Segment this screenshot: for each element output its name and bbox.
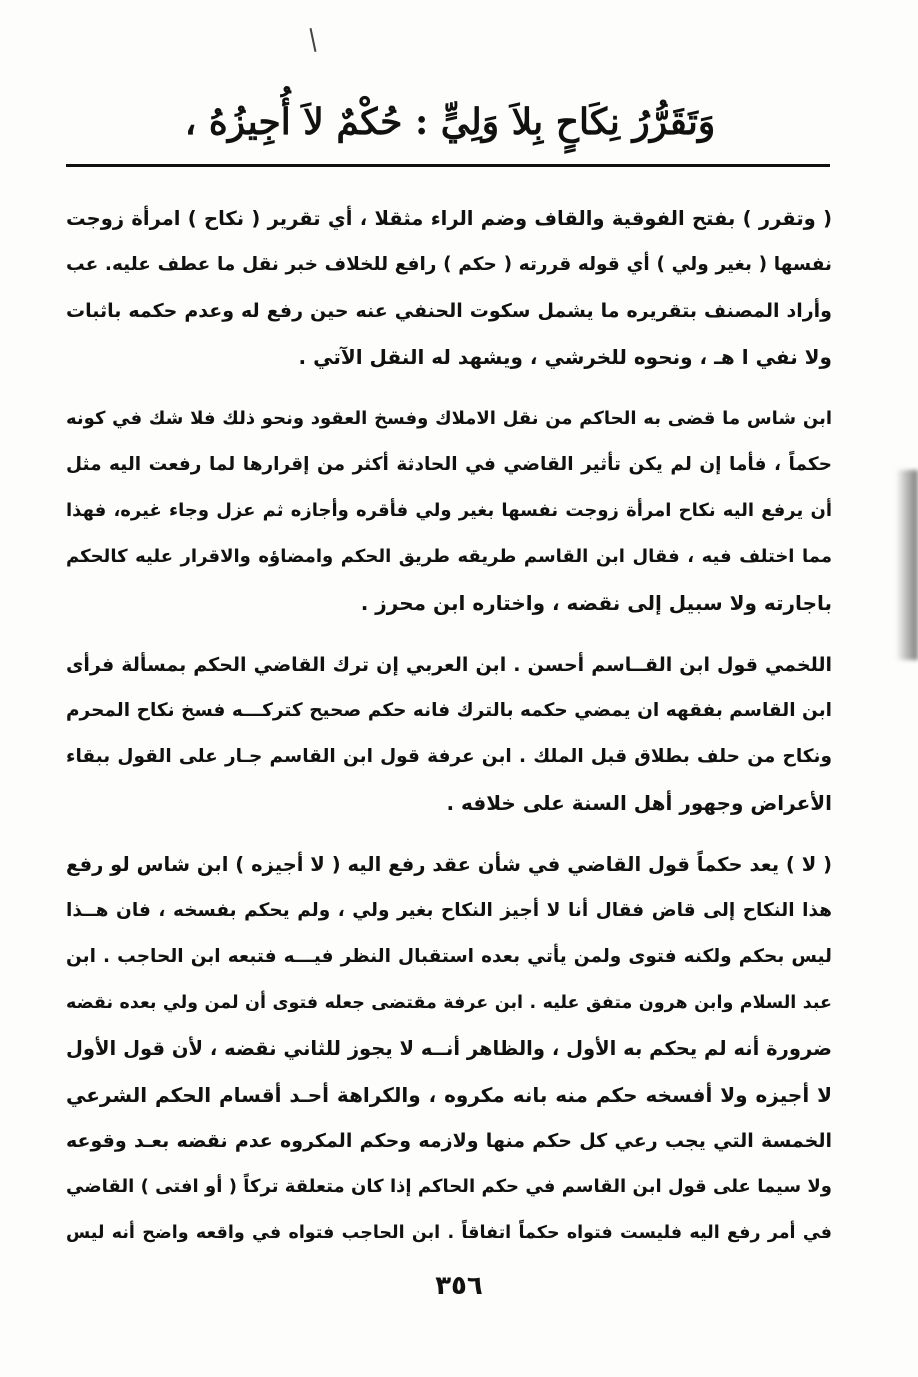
page-number: ٣٥٦	[435, 1271, 483, 1301]
text-line: ( وتقرر ) بفتح الفوقية والقاف وضم الراء مثقلا ، أي تقرير ( نكاح ) امرأة زوجت	[66, 207, 832, 230]
text-line: ونكاح من حلف بطلاق قبل الملك . ابن عرفة قول ابن القاسم جـار على القول ببقاء	[66, 746, 832, 767]
text-line: عبد السلام وابن هرون متفق عليه . ابن عرفة مقتضى جعله فتوى أن لمن ولي بعده نقضه	[66, 993, 832, 1013]
text-line: وأراد المصنف بتقريره ما يشمل سكوت الحنفي عنه حين رفع له وعدم حكمه باثبات	[66, 300, 832, 322]
text-line: ابن القاسم بفقهه ان يمضي حكمه بالترك فانه حكم صحيح كتركـــه فسخ نكاح المحرم	[66, 700, 832, 721]
text-line: لا أجيزه ولا أفسخه حكم منه بانه مكروه ، والكراهة أحـد أقسام الحكم الشرعي	[66, 1083, 832, 1107]
text-line: في أمر رفع اليه فليست فتواه حكماً اتفاقاً . ابن الحاجب فتواه في واقعه واضح أنه ليس	[66, 1223, 832, 1243]
paragraph-1	[66, 196, 832, 380]
header-rule	[66, 164, 830, 167]
text-line: ابن شاس ما قضى به الحاكم من نقل الاملاك وفسخ العقود ونحو ذلك فلا شك في كونه	[66, 408, 832, 429]
text-line: ليس بحكم ولكنه فتوى ولمن يأتي بعده استقبال النظر فيـــه فتبعه ابن الحاجب . ابن	[66, 946, 832, 967]
scan-shadow	[896, 470, 918, 660]
text-line: حكماً ، فأما إن لم يكن تأثير القاضي في الحادثة أكثر من إقرارها لما رفعت اليه مثل	[66, 454, 832, 475]
text-line: مما اختلف فيه ، فقال ابن القاسم طريقه طريق الحكم وامضاؤه والاقرار عليه كالحكم	[66, 546, 832, 567]
verse-heading: وَتَقَرُّرُ نِكَاحٍ بِلاَ وَلِيٍّ : حُكْمٌ لاَ أُجِيزُهُ ،	[184, 101, 716, 143]
text-line: باجارته ولا سبيل إلى نقضه ، واختاره ابن محرز .	[360, 591, 832, 615]
text-line: الأعراض وجهور أهل السنة على خلافه .	[446, 791, 832, 815]
paragraph-3	[66, 642, 832, 826]
text-line: ولا سيما على قول ابن القاسم في حكم الحاكم إذا كان متعلقة تركاً ( أو افتى ) القاضي	[66, 1176, 832, 1197]
text-line: الخمسة التي يجب رعي كل حكم منها ولازمه وحكم المكروه عدم نقضه بعـد وقوعه	[66, 1130, 832, 1152]
commentary-text	[66, 196, 832, 1272]
text-line: نفسها ( بغير ولي ) أي قوله قررته ( حكم ) رافع للخلاف خبر نقل ما عطف عليه. عب	[66, 254, 832, 275]
text-line: ولا نفي ا هـ ، ونحوه للخرشي ، ويشهد له النقل الآتي .	[298, 345, 832, 369]
paragraph-2	[66, 396, 832, 626]
paragraph-4	[66, 842, 832, 1256]
scan-mark	[310, 28, 317, 52]
text-line: ( لا ) يعد حكماً قول القاضي في شأن عقد رفع اليه ( لا أجيزه ) ابن شاس لو رفع	[66, 853, 832, 876]
text-line: ضرورة أنه لم يحكم به الأول ، والظاهر أنــه لا يجوز للثاني نقضه ، لأن قول الأول	[66, 1037, 832, 1060]
text-line: اللخمي قول ابن القــاسم أحسن . ابن العربي إن ترك القاضي الحكم بمسألة فرأى	[66, 654, 832, 676]
text-line: أن يرفع اليه نكاح امرأة زوجت نفسها بغير ولي فأقره وأجازه ثم عزل وجاء غيره، فهذا	[66, 500, 832, 521]
text-line: هذا النكاح إلى قاض فقال أنا لا أجيز النكاح بغير ولي ، ولم يحكم بفسخه ، فان هــذا	[66, 900, 832, 921]
